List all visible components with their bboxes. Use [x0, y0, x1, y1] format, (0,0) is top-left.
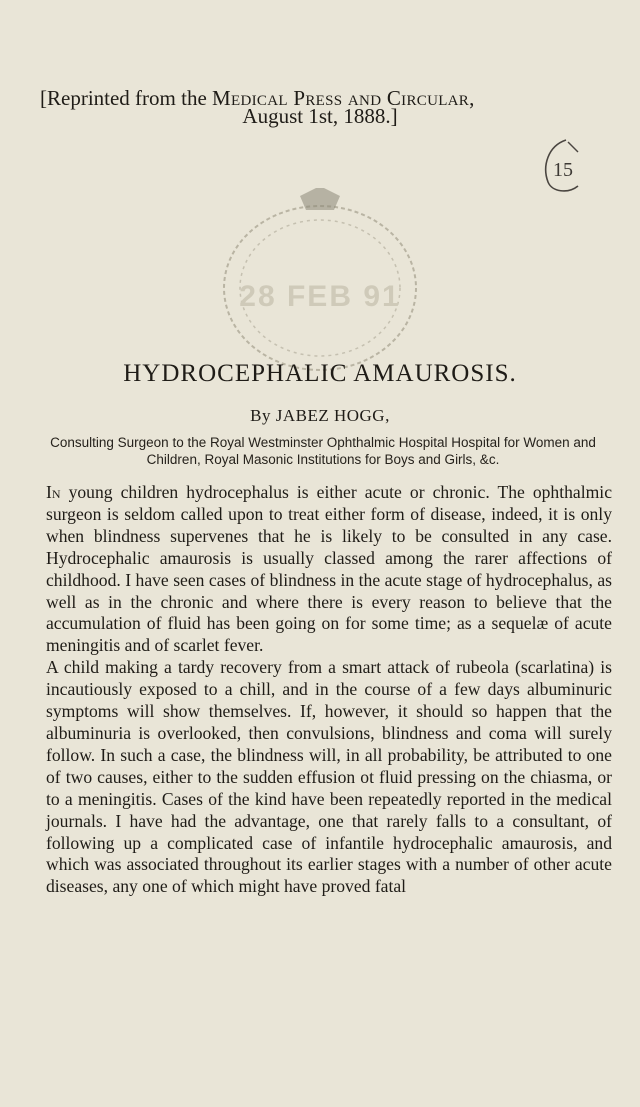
stamp-date: 28 FEB 91 [239, 280, 401, 313]
paragraph-1-lead: In [46, 482, 61, 502]
article-body [46, 482, 612, 898]
reprint-prefix: [Reprinted from the [40, 86, 213, 110]
article-title: HYDROCEPHALIC AMAUROSIS. [123, 360, 517, 387]
pencil-annotation [538, 136, 586, 196]
pencil-number: 15 [553, 159, 573, 181]
paragraph-1-text: young children hydrocephalus is either acute or chronic. The ophthalmic surgeon is seldom called upon to treat either form of disease, indeed, it is only when blindness supervenes that he is likely to be consulted in any case. Hydrocephalic amaurosis is usually classed among the rarer affections of childhood. I have seen cases of blindness in the acute stage of hydrocephalus, as well as in the chronic and where there is every reason to believe that the accumulation of fluid has been going on for some time; as a sequelæ of acute meningitis and of scarlet fever. [46, 482, 612, 656]
library-stamp [190, 188, 450, 378]
author-credentials: Consulting Surgeon to the Royal Westminster Ophthalmic Hospital Hospital for Women and Children, Royal Masonic Institutions for Boys and Girls, &c. [50, 435, 596, 467]
paragraph-1 [46, 482, 612, 657]
paragraph-2: A child making a tardy recovery from a smart attack of rubeola (scarlatina) is incautiously exposed to a chill, and in the course of a few days albuminuric symptoms will show themselves. If, however, it should so happen that the albuminuria is overlooked, then convulsions, blindness and coma will surely follow. In such a case, the blindness will, in all probability, be attributed to one of two causes, either to the sudden effusion ot fluid pressing on the chiasma, or to a meningitis. Cases of the kind have been repeatedly reported in the medical journals. I have had the advantage, one that rarely falls to a consultant, of following up a complicated case of infantile hydrocephalic amaurosis, and which was associated throughout its earlier stages with a number of other acute diseases, any one of which might have proved fatal [46, 657, 612, 897]
article-byline: By JABEZ HOGG, [250, 406, 390, 425]
reprint-date: August 1st, 1888.] [242, 104, 398, 128]
publication-name: Medical Press and Circular, [212, 86, 475, 110]
